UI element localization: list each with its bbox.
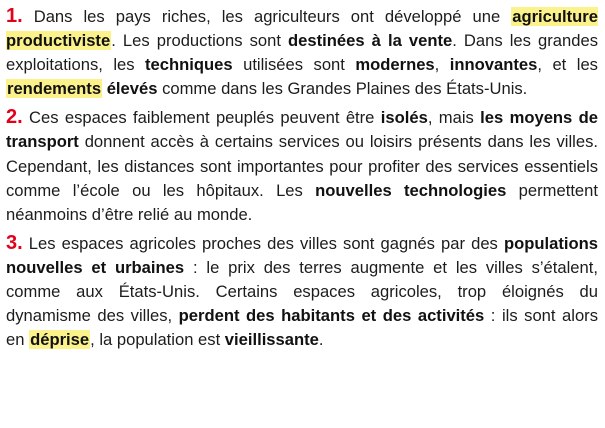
text-segment: . Dans les grandes exploitations, les: [6, 31, 598, 75]
bold-term: élevés: [106, 79, 158, 99]
text-segment: Dans les pays riches, les agriculteurs ont développé une: [22, 7, 512, 26]
bold-term: perdent des habitants et des activités: [178, 306, 485, 326]
text-segment: .: [318, 330, 324, 350]
paragraph-2: [6, 105, 598, 226]
paragraph-number: 3.: [6, 231, 23, 254]
paragraph-number: 2.: [6, 106, 23, 129]
bold-term: techniques: [145, 55, 233, 75]
highlighted-term: rendements: [7, 79, 102, 99]
bold-term: les moyens de transport: [6, 108, 598, 152]
bold-term: innovantes: [449, 55, 538, 75]
bold-term: modernes: [355, 55, 435, 75]
text-segment: Ces espaces faiblement peuplés peuvent être: [22, 108, 381, 128]
paragraph-3: [6, 231, 598, 352]
highlighted-term: agriculture productiviste: [6, 7, 598, 51]
highlighted-term: déprise: [30, 330, 90, 350]
bold-term: nouvelles technologies: [315, 180, 507, 200]
text-segment: donnent accès à certains services ou loisirs présents dans les villes. Cependant, les distances sont importantes pour profiter des services essentiels comme l’école ou les hôpitaux. Les: [6, 132, 598, 200]
text-segment: ,: [434, 55, 450, 75]
bold-term: vieillissante: [224, 330, 319, 350]
bold-term: destinées à la vente: [288, 31, 453, 51]
text-segment: : le prix des terres augmente et les villes s’étalent, comme aux États-Unis. Certains espaces agricoles, trop éloignés du dynamisme des villes,: [6, 257, 598, 326]
text-segment: . Les productions sont: [111, 31, 289, 51]
text-segment: utilisées sont: [232, 55, 356, 75]
text-segment: , la population est: [90, 330, 225, 350]
paragraph-number: 1.: [6, 5, 23, 27]
text-segment: permettent néanmoins d’être relié au monde.: [6, 180, 599, 224]
paragraph-1: [6, 4, 598, 101]
text-segment: Les espaces agricoles proches des villes sont gagnés par des: [22, 233, 504, 253]
text-segment: comme dans les Grandes Plaines des États-Unis.: [157, 79, 528, 99]
text-segment: , et les: [537, 55, 598, 75]
bold-term: populations nouvelles et urbaines: [6, 233, 598, 277]
bold-term: isolés: [380, 108, 428, 128]
text-segment: , mais: [427, 108, 481, 128]
document-body: [6, 4, 598, 356]
text-segment: : ils sont alors en: [6, 306, 599, 350]
